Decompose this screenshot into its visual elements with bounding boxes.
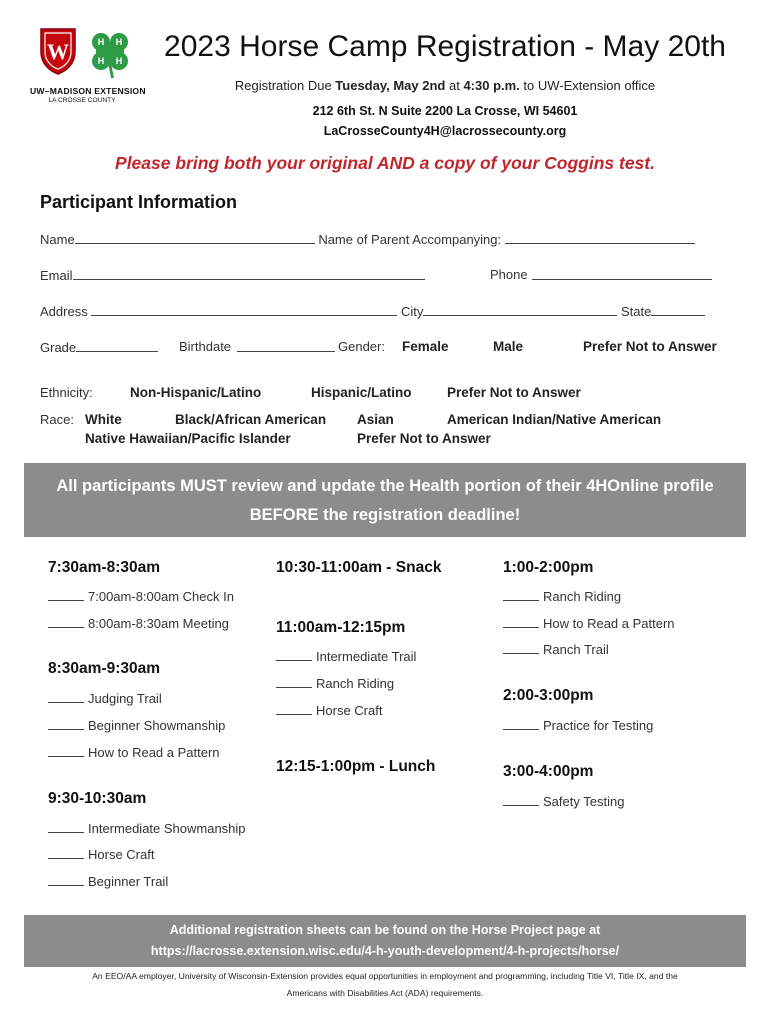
name-row — [40, 231, 712, 247]
eeo-statement — [24, 968, 746, 1002]
schedule-col1-time-1: 7:30am-8:30am — [48, 559, 161, 576]
item-label: Intermediate Trail — [316, 649, 417, 664]
eeo-line-2: Americans with Disabilities Act (ADA) requirements. — [286, 988, 484, 998]
checkbox-line[interactable] — [48, 717, 84, 730]
ethnicity-option-no-answer[interactable]: Prefer Not to Answer — [447, 385, 581, 400]
checkbox-line[interactable] — [503, 641, 539, 654]
item-label: Ranch Riding — [543, 589, 622, 604]
health-notice-banner — [24, 463, 746, 537]
checkbox-line[interactable] — [48, 615, 84, 628]
race-option-pacific-islander[interactable]: Native Hawaiian/Pacific Islander — [85, 431, 291, 446]
parent-field[interactable] — [505, 231, 695, 244]
checkbox-line[interactable] — [503, 615, 539, 628]
email-field[interactable] — [73, 267, 425, 280]
birthdate-label: Birthdate — [179, 339, 232, 354]
name-field[interactable] — [75, 231, 315, 244]
email-row — [40, 267, 712, 283]
schedule-item[interactable] — [48, 820, 246, 836]
checkbox-line[interactable] — [276, 702, 312, 715]
due-prefix: Registration Due — [234, 78, 336, 93]
checkbox-line[interactable] — [48, 846, 84, 859]
checkbox-line[interactable] — [48, 744, 84, 757]
due-suffix: to UW-Extension office — [519, 78, 656, 93]
svg-text:H: H — [97, 37, 105, 47]
phone-label: Phone — [490, 267, 528, 282]
birthdate-field[interactable] — [237, 339, 335, 352]
crest-letter: W — [47, 39, 69, 64]
checkbox-line[interactable] — [48, 588, 84, 601]
grade-label: Grade — [40, 340, 77, 355]
schedule-item[interactable] — [48, 744, 220, 760]
phone-field[interactable] — [532, 267, 712, 280]
schedule-item[interactable] — [48, 690, 162, 706]
banner-line-1: All participants MUST review and update the Health portion of their 4HOnline profile — [56, 477, 714, 495]
race-label: Race: — [40, 412, 74, 427]
schedule-item[interactable] — [48, 846, 154, 862]
item-label: Safety Testing — [543, 794, 625, 809]
ethnicity-option-non-hispanic[interactable]: Non-Hispanic/Latino — [130, 385, 262, 400]
item-label: Beginner Trail — [88, 874, 169, 889]
schedule-col3-time-1: 1:00-2:00pm — [503, 559, 594, 576]
footer-line-1: Additional registration sheets can be found on the Horse Project page at — [169, 923, 601, 937]
banner-line-2: BEFORE the registration deadline! — [249, 506, 521, 524]
race-row — [40, 412, 712, 446]
eeo-line-1: An EEO/AA employer, University of Wisconsin-Extension provides equal opportunities in employment and programming, including Title VI, Title IX, and the — [92, 971, 678, 981]
schedule-item[interactable] — [276, 675, 394, 691]
due-time: 4:30 p.m. — [463, 78, 520, 93]
schedule-snack: 10:30-11:00am - Snack — [276, 559, 442, 576]
checkbox-line[interactable] — [503, 717, 539, 730]
state-field[interactable] — [651, 303, 705, 316]
checkbox-line[interactable] — [48, 820, 84, 833]
gender-option-no-answer[interactable]: Prefer Not to Answer — [583, 339, 717, 354]
additional-sheets-footer — [24, 915, 746, 967]
gender-option-female[interactable]: Female — [402, 339, 449, 354]
schedule-item[interactable] — [503, 588, 621, 604]
checkbox-line[interactable] — [503, 588, 539, 601]
checkbox-line[interactable] — [503, 793, 539, 806]
schedule-item[interactable] — [276, 648, 416, 664]
participant-info-heading: Participant Information — [40, 192, 238, 212]
checkbox-line[interactable] — [48, 873, 84, 886]
schedule-col3-time-3: 3:00-4:00pm — [503, 763, 594, 780]
svg-text:H: H — [115, 37, 123, 47]
4h-clover-icon — [84, 28, 136, 80]
schedule-col1-time-2: 8:30am-9:30am — [48, 660, 161, 677]
schedule-item[interactable] — [48, 873, 168, 889]
race-option-american-indian[interactable]: American Indian/Native American — [447, 412, 662, 427]
schedule-lunch: 12:15-1:00pm - Lunch — [276, 758, 436, 775]
address-field[interactable] — [91, 303, 397, 316]
item-label: 7:00am-8:00am Check In — [88, 589, 234, 604]
office-address: 212 6th St. N Suite 2200 La Crosse, WI 54601 — [312, 104, 578, 118]
schedule-col3-time-2: 2:00-3:00pm — [503, 687, 594, 704]
gender-option-male[interactable]: Male — [493, 339, 524, 354]
due-mid: at — [445, 78, 464, 93]
schedule-item[interactable] — [48, 588, 234, 604]
gender-label: Gender: — [338, 339, 385, 354]
city-label: City — [400, 304, 424, 319]
registration-due-line — [150, 78, 740, 93]
schedule-item[interactable] — [503, 717, 653, 733]
address-row — [40, 303, 712, 319]
ethnicity-row — [40, 385, 712, 400]
svg-text:H: H — [97, 56, 105, 66]
schedule-item[interactable] — [276, 702, 382, 718]
org-county: LA CROSSE COUNTY — [48, 97, 116, 104]
item-label: Practice for Testing — [543, 718, 654, 733]
item-label: Horse Craft — [316, 703, 383, 718]
race-option-black[interactable]: Black/African American — [175, 412, 327, 427]
schedule-item[interactable] — [48, 717, 225, 733]
email-label: Email — [40, 268, 73, 283]
parent-label: Name of Parent Accompanying: — [318, 232, 502, 247]
item-label: How to Read a Pattern — [543, 616, 675, 631]
item-label: 8:00am-8:30am Meeting — [88, 616, 229, 631]
checkbox-line[interactable] — [276, 675, 312, 688]
checkbox-line[interactable] — [276, 648, 312, 661]
city-field[interactable] — [423, 303, 617, 316]
item-label: Beginner Showmanship — [88, 718, 226, 733]
footer-url-link[interactable]: https://lacrosse.extension.wisc.edu/4-h-youth-development/4-h-projects/horse/ — [150, 944, 620, 958]
checkbox-line[interactable] — [48, 690, 84, 703]
ethnicity-label: Ethnicity: — [40, 385, 93, 400]
uw-crest-icon — [38, 26, 78, 76]
coggins-notice: Please bring both your original AND a copy of your Coggins test. — [115, 153, 655, 173]
name-label: Name — [40, 232, 75, 247]
item-label: How to Read a Pattern — [88, 745, 220, 760]
address-label: Address — [40, 304, 88, 319]
race-option-no-answer[interactable]: Prefer Not to Answer — [357, 431, 491, 446]
schedule-item[interactable] — [48, 615, 229, 631]
schedule-item[interactable] — [503, 793, 624, 809]
state-label: State — [620, 304, 652, 319]
item-label: Judging Trail — [88, 691, 162, 706]
ethnicity-option-hispanic[interactable]: Hispanic/Latino — [311, 385, 412, 400]
race-option-asian[interactable]: Asian — [357, 412, 394, 427]
org-name: UW–MADISON EXTENSION — [30, 86, 146, 96]
grade-row — [40, 339, 717, 355]
page-title: 2023 Horse Camp Registration - May 20th — [164, 30, 726, 63]
item-label: Intermediate Showmanship — [88, 821, 246, 836]
item-label: Ranch Trail — [543, 642, 609, 657]
race-option-white[interactable]: White — [85, 412, 122, 427]
grade-field[interactable] — [76, 339, 158, 352]
schedule-col2-time-1: 11:00am-12:15pm — [276, 619, 406, 636]
schedule-col1-time-3: 9:30-10:30am — [48, 790, 147, 807]
schedule-item[interactable] — [503, 615, 675, 631]
due-day: Tuesday, May 2nd — [335, 78, 446, 93]
item-label: Ranch Riding — [316, 676, 395, 691]
schedule-item[interactable] — [503, 641, 609, 657]
item-label: Horse Craft — [88, 847, 155, 862]
svg-text:H: H — [115, 56, 123, 66]
contact-email[interactable]: LaCrosseCounty4H@lacrossecounty.org — [323, 124, 567, 138]
